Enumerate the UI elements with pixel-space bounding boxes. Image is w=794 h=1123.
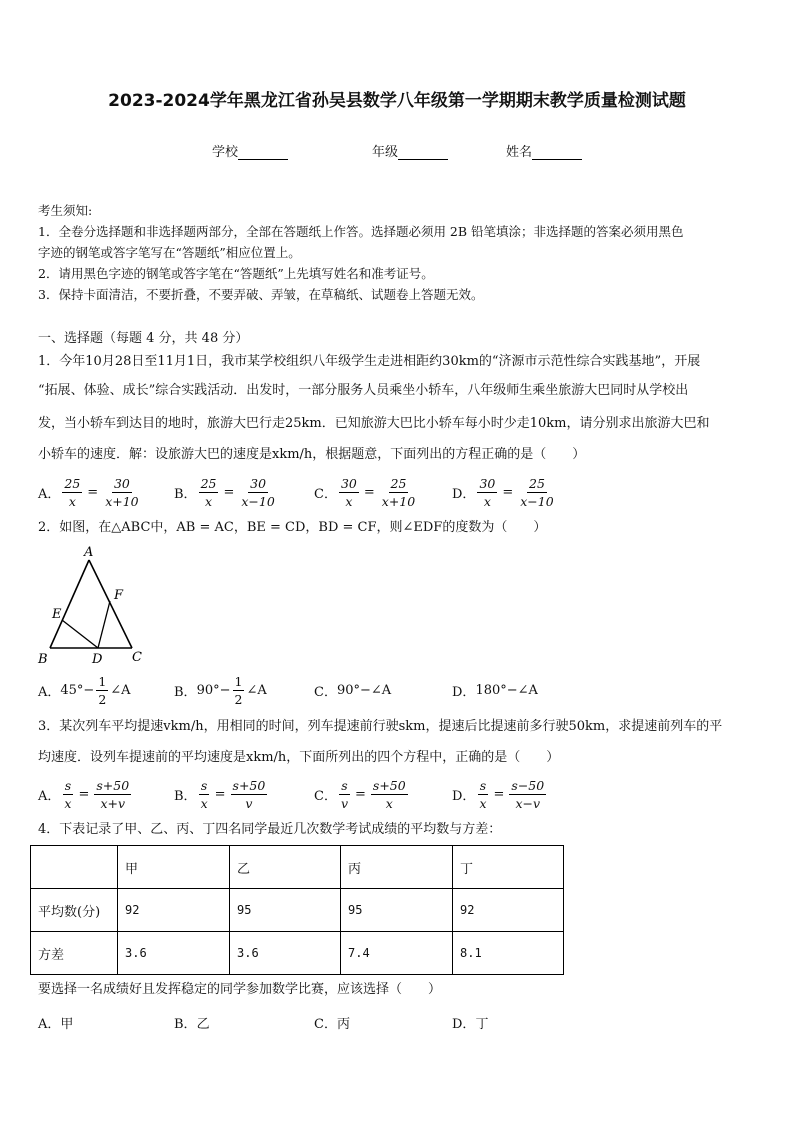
option-label: A．	[38, 684, 61, 700]
numerator: s	[64, 777, 72, 793]
numerator: 1	[234, 673, 243, 689]
q4-option-b[interactable]	[174, 1000, 210, 1044]
denominator: x	[483, 493, 491, 509]
fraction	[199, 777, 210, 812]
denominator: x	[200, 795, 208, 811]
label-c: C	[132, 650, 142, 665]
segment-df	[98, 601, 110, 648]
page-title: 2023-2024学年黑龙江省孙吴县数学八年级第一学期期末教学质量检测试题	[108, 91, 686, 111]
denominator: v	[245, 795, 253, 811]
q3-line-1: 3．某次列车平均提速vkm/h，用相同的时间，列车提速前行驶skm，提速后比提速前多行驶50km，求提速前列车的平	[38, 719, 723, 734]
notice-item-1b: 字迹的钢笔或答字笔写在“答题纸”相应位置上。	[38, 245, 301, 260]
label-f: F	[114, 588, 124, 603]
table-cell: 3.6	[230, 932, 341, 975]
denominator: 2	[234, 691, 243, 707]
option-text: 90°−∠A	[336, 682, 392, 698]
table-header-cell: 丙	[341, 846, 453, 889]
q2-option-a[interactable]	[38, 668, 131, 712]
table-row	[31, 889, 564, 932]
equals: =	[493, 786, 505, 802]
equals: =	[223, 484, 235, 500]
numerator: s+50	[96, 777, 130, 793]
option-label: A．	[38, 788, 61, 804]
school-blank[interactable]	[238, 146, 288, 160]
notice-item-3: 3．保持卡面清洁，不要折叠，不要弄破、弄皱，在草稿纸、试题卷上答题无效。	[38, 287, 484, 302]
numerator: s	[341, 777, 348, 793]
grade-label: 年级	[372, 145, 399, 160]
numerator: 25	[200, 475, 217, 491]
q1-option-a[interactable]	[38, 470, 143, 514]
q4-option-a[interactable]	[38, 1000, 73, 1044]
denominator: v	[340, 795, 349, 811]
denominator: x+10	[105, 493, 139, 509]
q3-option-a[interactable]	[38, 772, 133, 816]
option-text: 丁	[475, 1016, 489, 1032]
equals: =	[355, 786, 366, 802]
q4-text: 4．下表记录了甲、乙、丙、丁四名同学最近几次数学考试成绩的平均数与方差：	[38, 822, 502, 837]
q2-text: 2．如图，在△ABC中，AB = AC，BE = CD，BD = CF，则∠EDF的度数为（ ）	[38, 520, 547, 535]
q4-option-d[interactable]	[452, 1000, 488, 1044]
option-label: A．	[38, 486, 61, 502]
numerator: s+50	[372, 777, 406, 793]
label-e: E	[52, 607, 62, 622]
q1-option-c[interactable]	[314, 470, 419, 514]
denominator: x	[204, 493, 213, 509]
q2-option-b[interactable]	[174, 668, 267, 712]
fraction	[518, 475, 555, 510]
q3-line-2: 均速度．设列车提速前的平均速度是xkm/h，下面所列出的四个方程中，正确的是（ ）	[38, 750, 560, 765]
equals: =	[87, 484, 99, 500]
table-cell: 8.1	[453, 932, 564, 975]
school-field[interactable]	[212, 141, 288, 160]
table-cell: 95	[341, 889, 453, 932]
denominator: x+v	[100, 795, 126, 811]
q1-option-d[interactable]	[452, 470, 558, 514]
notice-item-1a: 1．全卷分选择题和非选择题两部分，全部在答题纸上作答。选择题必须用 2B 铅笔填涂；非选择题的答案必须用黑色	[38, 224, 684, 239]
fraction	[231, 777, 268, 812]
numerator: 30	[250, 475, 267, 491]
fraction	[96, 673, 108, 708]
q1-option-b[interactable]	[174, 470, 279, 514]
table-header-row	[31, 846, 564, 889]
side-ab	[50, 560, 89, 648]
q1-options	[38, 470, 758, 514]
fraction	[509, 777, 546, 812]
equals: =	[214, 786, 226, 802]
fraction	[62, 475, 82, 510]
option-label: C．	[314, 788, 337, 804]
fraction	[477, 777, 488, 812]
fraction	[339, 475, 359, 510]
option-label: B．	[174, 1016, 197, 1032]
table-header-cell: 乙	[230, 846, 341, 889]
fraction	[239, 475, 276, 510]
option-label: C．	[314, 1016, 337, 1032]
numerator: 25	[390, 475, 407, 491]
option-prefix: 90°−	[196, 682, 231, 698]
q3-option-b[interactable]	[174, 772, 269, 816]
fraction	[380, 475, 417, 510]
side-ac	[89, 560, 132, 648]
numerator: s	[479, 777, 487, 793]
fraction	[477, 475, 497, 510]
option-label: B．	[174, 788, 197, 804]
fraction	[233, 673, 245, 708]
fraction	[199, 475, 219, 510]
label-b: B	[38, 652, 48, 667]
q2-options	[38, 668, 758, 712]
option-text: 乙	[196, 1016, 210, 1032]
q3-options	[38, 772, 758, 816]
denominator: x	[64, 795, 72, 811]
table-header-cell: 丁	[453, 846, 564, 889]
option-label: B．	[174, 684, 197, 700]
fraction	[103, 475, 140, 510]
option-label: D．	[452, 1016, 476, 1032]
numerator: 25	[64, 475, 81, 491]
school-label: 学校	[212, 145, 239, 160]
fraction	[62, 777, 73, 812]
denominator: x	[385, 795, 393, 811]
denominator: 2	[98, 691, 107, 707]
name-label: 姓名	[506, 145, 533, 160]
q3-option-c[interactable]	[314, 772, 410, 816]
option-suffix: ∠A	[110, 682, 131, 698]
denominator: x	[479, 795, 487, 811]
option-label: C．	[314, 684, 337, 700]
q4-options	[38, 1000, 758, 1044]
table-cell: 平均数(分)	[31, 889, 118, 932]
name-field[interactable]	[506, 141, 582, 160]
segment-ed	[62, 620, 98, 648]
table-cell: 92	[453, 889, 564, 932]
numerator: s	[200, 777, 208, 793]
q2-option-d[interactable]	[452, 668, 538, 712]
option-suffix: ∠A	[246, 682, 267, 698]
fraction	[371, 777, 408, 812]
fraction	[94, 777, 131, 812]
numerator: 25	[529, 475, 545, 491]
q1-line-3: 发，当小轿车到达目的地时，旅游大巴行走25km．已知旅游大巴比小轿车每小时少走10km，请分别求出旅游大巴和	[38, 416, 710, 431]
option-prefix: 45°−	[60, 682, 95, 698]
denominator: x−v	[515, 795, 541, 811]
table-cell: 方差	[31, 932, 118, 975]
option-text: 180°−∠A	[475, 682, 538, 698]
denominator: x−10	[241, 493, 275, 509]
notice-item-2: 2．请用黑色字迹的钢笔或答字笔在“答题纸”上先填写姓名和准考证号。	[38, 266, 434, 281]
table-cell: 95	[230, 889, 341, 932]
option-label: D．	[452, 486, 476, 502]
equals: =	[363, 484, 375, 500]
label-d: D	[92, 652, 103, 667]
numerator: 30	[479, 475, 496, 491]
table-cell: 92	[118, 889, 230, 932]
label-a: A	[84, 545, 94, 560]
option-label: D．	[452, 788, 476, 804]
denominator: x	[68, 493, 76, 509]
option-label: C．	[314, 486, 337, 502]
option-label: B．	[174, 486, 197, 502]
grade-field[interactable]	[372, 141, 448, 160]
table-row	[31, 932, 564, 975]
numerator: 30	[340, 475, 357, 491]
denominator: x−10	[520, 493, 554, 509]
triangle-figure	[34, 544, 154, 670]
option-text: 甲	[60, 1016, 74, 1032]
denominator: x	[345, 493, 353, 509]
numerator: 30	[113, 475, 130, 491]
q3-option-d[interactable]	[452, 772, 548, 816]
section-heading: 一、选择题（每题 4 分，共 48 分）	[38, 331, 249, 346]
option-label: D．	[452, 684, 476, 700]
score-table	[30, 845, 564, 975]
table-header-cell	[31, 846, 118, 889]
option-text: 丙	[336, 1016, 350, 1032]
numerator: s+50	[232, 777, 266, 793]
q1-line-2: “拓展、体验、成长”综合实践活动．出发时，一部分服务人员乘坐小轿车，八年级师生乘坐旅游大巴同时从学校出	[38, 383, 689, 398]
notice-heading: 考生须知:	[38, 203, 93, 218]
numerator: s−50	[511, 777, 545, 793]
table-cell: 7.4	[341, 932, 453, 975]
equals: =	[502, 484, 514, 500]
name-blank[interactable]	[532, 146, 582, 160]
q4-option-c[interactable]	[314, 1000, 350, 1044]
denominator: x+10	[381, 493, 416, 509]
q1-line-4: 小轿车的速度．解：设旅游大巴的速度是xkm/h，根据题意，下面列出的方程正确的是（ ）	[38, 447, 586, 462]
table-header-cell: 甲	[118, 846, 230, 889]
equals: =	[78, 786, 90, 802]
numerator: 1	[98, 673, 107, 689]
q1-line-1: 1．今年10月28日至11月1日，我市某学校组织八年级学生走进相距约30km的“济源市示范性综合实践基地”，开展	[38, 354, 701, 369]
table-cell: 3.6	[118, 932, 230, 975]
grade-blank[interactable]	[398, 146, 448, 160]
option-label: A．	[38, 1016, 61, 1032]
fraction	[339, 777, 350, 812]
q2-option-c[interactable]	[314, 668, 391, 712]
q4-question: 要选择一名成绩好且发挥稳定的同学参加数学比赛，应该选择（ ）	[38, 982, 442, 997]
